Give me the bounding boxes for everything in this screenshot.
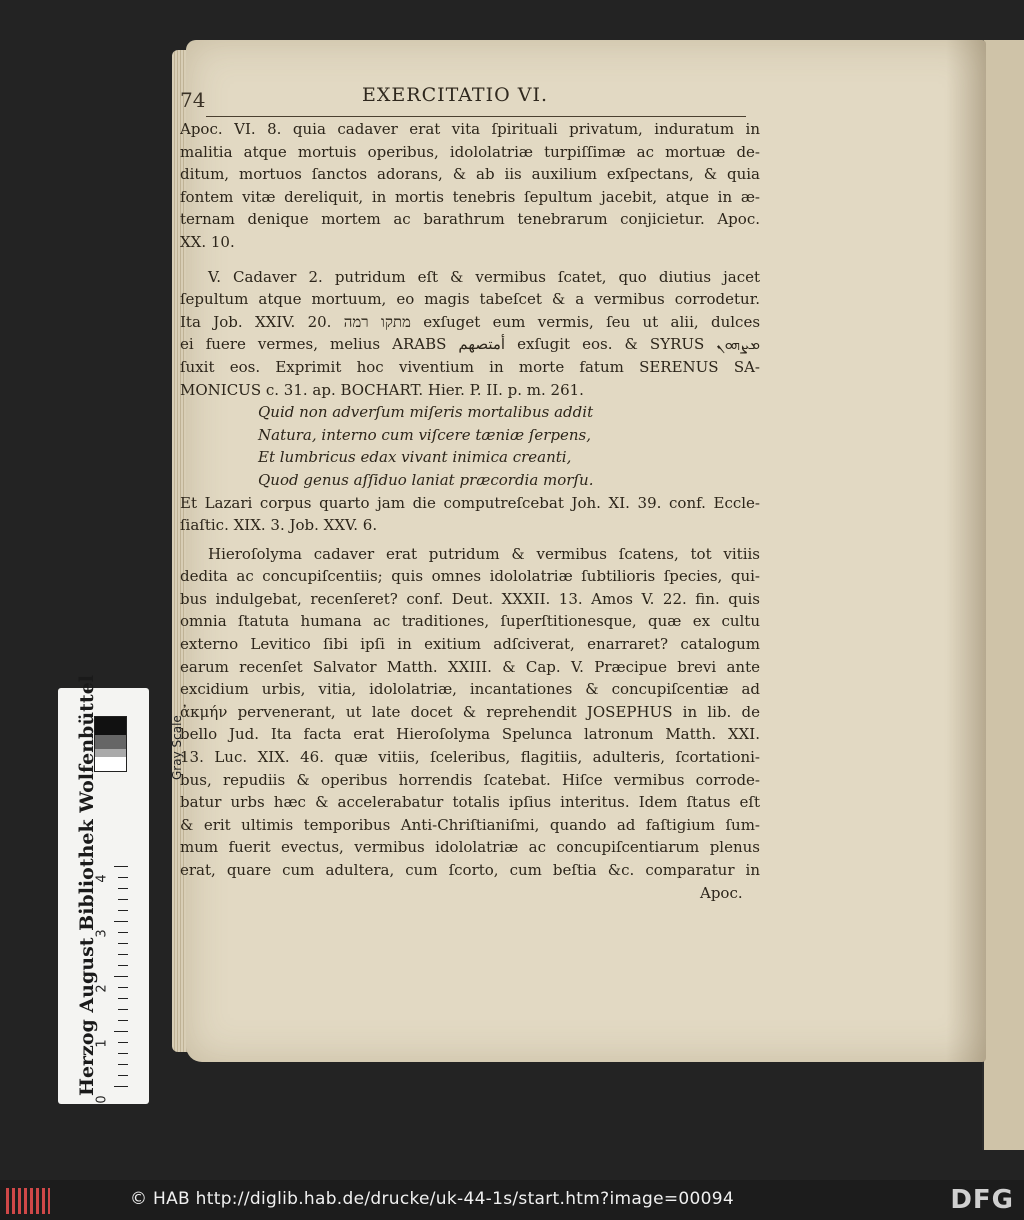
text-line: mum fuerit evectus, vermibus idololatriæ ac concupiſcentiarum plenus — [180, 838, 760, 857]
text-line: earum recenſet Salvator Matth. XXIII. & Cap. V. Præcipue brevi ante — [180, 657, 760, 676]
hab-logo-icon — [6, 1188, 50, 1214]
text-line: ditum, mortuos ſanctos adorans, & ab iis auxilium exſpectans, & quia — [180, 165, 760, 184]
verse-line: Natura, interno cum viſcere tæniæ ſerpens, — [258, 425, 592, 444]
ruler-number: 4 — [94, 874, 110, 883]
text-line: Et Lazari corpus quarto jam die computreſcebat Joh. XI. 39. conf. Eccle- — [180, 493, 760, 512]
verse-line: Quid non adverſum miſeris mortalibus addit — [258, 403, 594, 422]
header-rule — [206, 116, 746, 117]
text-line: bello Jud. Ita facta erat Hieroſolyma Spelunca latronum Matth. XXI. — [180, 725, 760, 744]
library-name: Herzog August Bibliothek Wolfenbüttel — [76, 675, 98, 1096]
text-line: MONICUS c. 31. ap. BOCHART. Hier. P. II. p. m. 261. — [180, 380, 584, 399]
text-line: XX. 10. — [180, 232, 235, 251]
text-line: malitia atque mortuis operibus, idololatriæ turpiſſimæ ac mortuæ de- — [180, 142, 760, 161]
text-line: externo Levitico ſibi ipſi in exitium adſciverat, enarraret? catalogum — [180, 635, 760, 654]
text-line: ei fuere vermes, melius ARABS أمتصهم exſugit eos. & SYRUS ܡܨܗܘܢ — [180, 335, 760, 354]
text-line: batur urbs hæc & accelerabatur totalis ipſius interitus. Idem ſtatus eſt — [180, 793, 760, 812]
gray-scale-label: Gray Scale — [170, 715, 184, 780]
gray-scale-swatch — [94, 716, 127, 772]
page-number: 74 — [180, 88, 206, 112]
verse-line: Quod genus aſſiduo laniat præcordia morſu. — [258, 470, 594, 489]
text-line: ſiaſtic. XIX. 3. Job. XXV. 6. — [180, 516, 378, 535]
color-reference-card — [58, 675, 184, 1104]
text-line: ternam denique mortem ac barathrum tenebrarum conjicietur. Apoc. — [180, 210, 760, 229]
copyright-url[interactable]: © HAB http://diglib.hab.de/drucke/uk-44-1s/start.htm?image=00094 — [130, 1189, 735, 1209]
ruler-number: 2 — [94, 984, 110, 993]
text-line: ſuxit eos. Exprimit hoc viventium in morte fatum SERENUS SA- — [180, 357, 760, 376]
footer-bar — [0, 1180, 1024, 1220]
ruler-number: 3 — [94, 929, 110, 938]
text-line: Ita Job. XXIV. 20. מתקו רמה exſuget eum vermis, ſeu ut alii, dulces — [180, 312, 760, 331]
text-line: omnia ſtatuta humana ac traditiones, ſuperſtitionesque, quæ ex cultu — [180, 612, 760, 631]
page-gutter-shadow — [946, 40, 986, 1062]
dfg-logo: DFG — [950, 1185, 1014, 1215]
text-line: ſepultum atque mortuum, eo magis tabeſcet & a vermibus corrodetur. — [180, 290, 760, 309]
verse-line: Et lumbricus edax vivant inimica creanti, — [258, 448, 572, 467]
text-line: ἀκμήν pervenerant, ut late docet & reprehendit JOSEPHUS in lib. de — [180, 702, 760, 721]
text-line: V. Cadaver 2. putridum eſt & vermibus ſcatet, quo diutius jacet — [208, 267, 760, 286]
text-line: dedita ac concupiſcentiis; quis omnes idololatriæ ſubtilioris ſpecies, qui- — [180, 567, 760, 586]
text-line: fontem vitæ dereliquit, in mortis tenebris ſepultum jacebit, atque in æ- — [180, 187, 760, 206]
text-line: erat, quare cum adultera, cum ſcorto, cum beſtia &c. comparatur in — [180, 861, 760, 879]
catchword: Apoc. — [700, 884, 743, 902]
text-line: excidium urbis, vitia, idololatriæ, incantationes & concupiſcentiæ ad — [180, 680, 760, 699]
cm-ruler — [94, 866, 132, 1104]
text-line: Apoc. VI. 8. quia cadaver erat vita ſpirituali privatum, induratum in — [180, 120, 760, 138]
text-line: bus, repudiis & operibus horrendis ſcatebat. Hiſce vermibus corrode- — [180, 770, 760, 789]
ruler-number: 1 — [94, 1039, 110, 1048]
text-line: Hieroſolyma cadaver erat putridum & vermibus ſcatens, tot vitiis — [208, 544, 760, 563]
text-line: bus indulgebat, recenſeret? conf. Deut. XXXII. 13. Amos V. 22. fin. quis — [180, 589, 760, 608]
ruler-number: 0 — [94, 1095, 110, 1104]
running-head: EXERCITATIO VI. — [362, 84, 548, 106]
text-line: & erit ultimis temporibus Anti-Chriſtianiſmi, quando ad faſtigium ſum- — [180, 815, 760, 834]
page-body — [180, 118, 760, 882]
adjacent-page-edge — [982, 40, 1024, 1150]
text-line: 13. Luc. XIX. 46. quæ vitiis, ſceleribus, flagitiis, adulteris, ſcortationi- — [180, 748, 760, 767]
